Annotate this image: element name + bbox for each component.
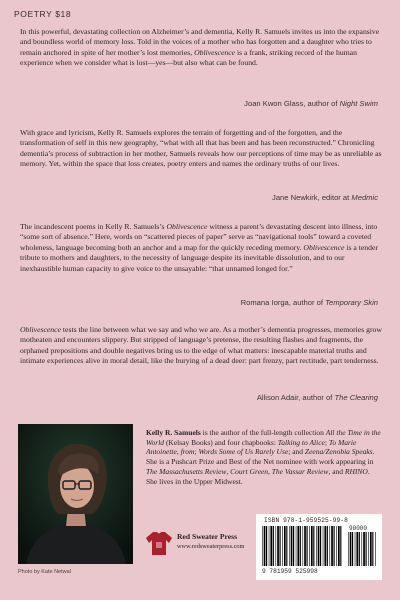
attribution-work: Night Swim [339, 99, 378, 108]
barcode-bar [280, 526, 281, 566]
barcode-bar [348, 532, 349, 566]
photo-credit: Photo by Kate Netwal [18, 569, 71, 575]
barcode-bar [359, 532, 360, 566]
barcode-bar [362, 532, 363, 566]
barcode-bar [330, 526, 331, 566]
blurb-attribution [38, 99, 378, 108]
barcode-bar [370, 532, 372, 566]
barcode-bar [311, 526, 313, 566]
barcode-bar [368, 532, 369, 566]
blurb-text: With grace and lyricism, Kelly R. Samuels explores the terrain of forgetting and of the forgotten, and the transformation of self in this new geography, “what with all that has been and has been reconstructed.” Chronicling dementia’s process of subtraction in her mother, Samuels reveals how our perceptions of time may be as unreliable as memory. Yet, within the space that loss creates, poetry enters and names the ordinary truths of our lives. [20, 128, 382, 169]
blurb-attribution [38, 298, 378, 307]
blurb-2 [20, 128, 382, 170]
barcode-bar [355, 532, 356, 566]
barcode-bar [282, 526, 283, 566]
attribution-work: Medmic [351, 193, 378, 202]
attribution-author: Allison Adair, author of [256, 393, 333, 402]
barcode-bar [273, 526, 274, 566]
barcode-bar [289, 526, 290, 566]
barcode-bar [291, 526, 293, 566]
barcode-bar [277, 526, 279, 566]
author-portrait-image [18, 424, 133, 564]
barcode-bar [296, 526, 297, 566]
barcode-bar [363, 532, 365, 566]
category-price-tag: POETRY $18 [14, 9, 72, 19]
blurb-3 [20, 222, 382, 274]
barcode-bar [327, 526, 328, 566]
barcode-bar [262, 526, 263, 566]
barcode-bar [331, 526, 333, 566]
publisher-name: Red Sweater Press [177, 532, 238, 541]
barcode-bar [297, 526, 299, 566]
blurb-4 [20, 325, 382, 367]
barcode-bar [300, 526, 301, 566]
barcode-bar [340, 526, 341, 566]
attribution-author: Romana Iorga, author of [240, 298, 323, 307]
ean-barcode-bars [262, 526, 342, 566]
blurb-attribution [38, 393, 378, 402]
attribution-work: Temporary Skin [325, 298, 378, 307]
sweater-logo-icon [144, 528, 174, 558]
barcode-bar [309, 526, 310, 566]
barcode-bar [352, 532, 353, 566]
barcode-bar [307, 526, 308, 566]
barcode-bar [316, 526, 317, 566]
barcode-bar [356, 532, 358, 566]
isbn-barcode [256, 514, 382, 580]
blurb-text: Oblivescence tests the line between what we say and who we are. As a mother’s dementia progresses, memories grow motheaten and encounters slippery. But stripped of language’s pretense, the resulting flashes and fragments, the orphaned prepositions and double negatives bring us to the edge of what matters: inescapable material truths and intimate experiences alive in moral detail, like the burying of a dead deer: part frenzy, part rectitude, part tenderness. [20, 325, 382, 366]
attribution-author: Jane Newkirk, editor at [272, 193, 350, 202]
barcode-bar [375, 532, 376, 566]
barcode-bar [276, 526, 277, 566]
attribution-work: The Clearing [334, 393, 378, 402]
barcode-bar [266, 526, 267, 566]
isbn-number: ISBN 978-1-959525-99-8 [264, 517, 348, 524]
author-photo [18, 424, 133, 564]
addon-barcode-bars [348, 532, 376, 566]
barcode-bar [270, 526, 272, 566]
barcode-bar [320, 526, 321, 566]
barcode-bar [313, 526, 314, 566]
blurb-text: The incandescent poems in Kelly R. Samuels’s Oblivescence witness a parent’s devastating descent into illness, into “some sort of absence.” Here, words on “scattered pieces of paper” serve as “navigational tools” toward a coveted wholeness, language becoming both an anchor and a map for the quickly receding memory. Oblivescence is a tender tribute to mothers and daughters, to the necessity of language despite its inevitable dissolution, and to our inexhaustible human capacity to give voice to the unsayable: “that unnamed longed for.” [20, 222, 378, 273]
barcode-bar [264, 526, 266, 566]
barcode-bar [293, 526, 294, 566]
barcode-bar [336, 526, 337, 566]
barcode-addon-number: 90000 [349, 525, 368, 532]
attribution-author: Joan Kwon Glass, author of [244, 99, 338, 108]
barcode-bar [350, 532, 352, 566]
barcode-bar [323, 526, 324, 566]
barcode-bar [318, 526, 320, 566]
barcode-bar [286, 526, 287, 566]
barcode-bar [303, 526, 304, 566]
blurb-1 [20, 27, 382, 69]
blurb-attribution [38, 193, 378, 202]
barcode-bar [338, 526, 340, 566]
barcode-bar [324, 526, 326, 566]
barcode-bar [269, 526, 270, 566]
blurb-text: In this powerful, devastating collection on Alzheimer’s and dementia, Kelly R. Samuels invites us into the expansive and boundless world of memory loss. Told in the voices of a mother who has forgotten and a daughter who tries to remain anchored in spite of her mother’s lost memories, Oblivescence is a frank, striking record of the human experience when we consider what is lost—yes—but also what can be found. [20, 27, 380, 68]
publisher-url[interactable]: www.redsweaterpress.com [177, 543, 245, 550]
barcode-bar [366, 532, 367, 566]
barcode-bar [372, 532, 373, 566]
ean-number: 9 781959 525998 [262, 568, 318, 575]
author-bio: Kelly R. Samuels is the author of the full-length collection All the Time in the World (Kelsay Books) and four chapbooks: Talking to Alice; To Marie Antoinette, from; Words Some of Us Rarely Use; and Zeena/Zenobia Speaks. She is a Pushcart Prize and Best of the Net nominee with work appearing in The Massachusetts Review, Court Green, The Vassar Review, and RHINO. She lives in the Upper Midwest. [146, 428, 381, 486]
barcode-bar [304, 526, 306, 566]
barcode-bar [334, 526, 335, 566]
barcode-bar [284, 526, 286, 566]
